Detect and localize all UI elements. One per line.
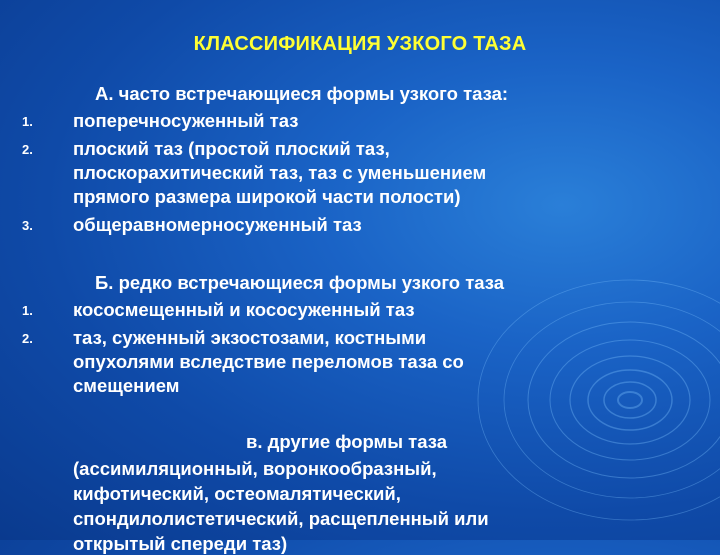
list-number: 3. [22, 218, 33, 233]
section-c-text: открытый спереди таз) [73, 533, 288, 554]
list-item-continued: плоскорахитический таз, таз с уменьшением [73, 162, 487, 183]
section-c-text: (ассимиляционный, воронкообразный, [73, 458, 437, 479]
list-item: общеравномерносуженный таз [73, 214, 362, 235]
slide-title: КЛАССИФИКАЦИЯ УЗКОГО ТАЗА [193, 33, 527, 55]
list-number: 1. [22, 303, 33, 318]
section-a-heading: А. часто встречающиеся формы узкого таза: [95, 83, 509, 104]
list-item: кососмещенный и кососуженный таз [73, 299, 415, 320]
section-b-heading: Б. редко встречающиеся формы узкого таза [95, 272, 505, 293]
section-c-heading: в. другие формы таза [246, 431, 447, 452]
list-item: поперечносуженный таз [73, 110, 299, 131]
list-item: таз, суженный экзостозами, костными [73, 327, 427, 348]
section-c-text: спондилолистетический, расщепленный или [73, 508, 489, 529]
list-number: 2. [22, 142, 33, 157]
section-c-text: кифотический, остеомалятический, [73, 483, 401, 504]
list-number: 1. [22, 114, 33, 129]
list-item: плоский таз (простой плоский таз, [73, 138, 390, 159]
list-item-continued: опухолями вследствие переломов таза со [73, 351, 464, 372]
list-item-continued: смещением [73, 375, 180, 396]
list-item-continued: прямого размера широкой части полости) [73, 186, 461, 207]
list-number: 2. [22, 331, 33, 346]
